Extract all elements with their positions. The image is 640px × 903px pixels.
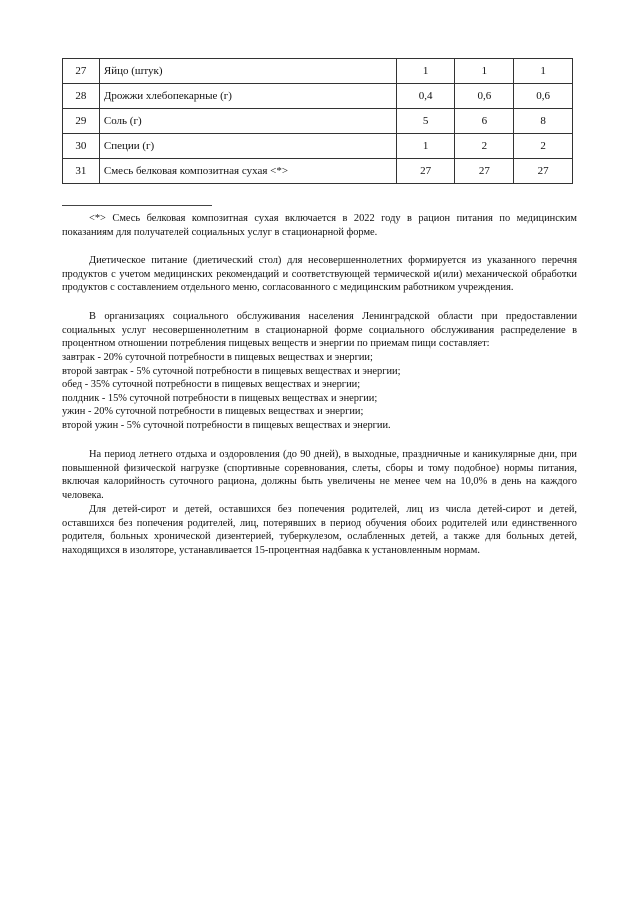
footnote-divider: [62, 205, 212, 206]
list-item: полдник - 15% суточной потребности в пищевых веществах и энергии;: [62, 392, 378, 404]
distribution-paragraph: В организациях социального обслуживания населения Ленинградской области при предоставлении социальных услуг несовершеннолетним в стационарной форме социального обслуживания распределение в процентном отношении потребления пищевых веществ и энергии по приемам пищи составляет:: [62, 311, 577, 350]
table-row: [63, 59, 573, 84]
value-cell: 1: [396, 59, 455, 84]
value-cell: 2: [514, 134, 573, 159]
row-number: 29: [63, 109, 100, 134]
summer-paragraph: На период летнего отдыха и оздоровления (до 90 дней), в выходные, праздничные и каникулярные дни, при повышенной физической нагрузке (спортивные соревнования, слеты, сборы и тому подобное) нормы питания, включая калорийность суточного рациона, должны быть увеличены не менее чем на 10,0% в день на каждого человека.: [62, 449, 577, 501]
table-row: [63, 84, 573, 109]
row-number: 28: [63, 84, 100, 109]
meal-distribution-list: [62, 351, 577, 433]
value-cell: 27: [514, 159, 573, 184]
value-cell: 2: [455, 134, 514, 159]
value-cell: 0,6: [514, 84, 573, 109]
row-number: 27: [63, 59, 100, 84]
list-item: второй завтрак - 5% суточной потребности в пищевых веществах и энергии;: [62, 365, 401, 377]
table-row: [63, 134, 573, 159]
value-cell: 5: [396, 109, 455, 134]
list-item: обед - 35% суточной потребности в пищевых веществах и энергии;: [62, 379, 361, 391]
row-number: 30: [63, 134, 100, 159]
value-cell: 0,4: [396, 84, 455, 109]
product-name: Дрожжи хлебопекарные (г): [99, 84, 396, 109]
product-name: Соль (г): [99, 109, 396, 134]
product-name: Смесь белковая композитная сухая <*>: [99, 159, 396, 184]
list-item: завтрак - 20% суточной потребности в пищевых веществах и энергии;: [62, 352, 373, 363]
value-cell: 27: [455, 159, 514, 184]
value-cell: 1: [455, 59, 514, 84]
list-item: второй ужин - 5% суточной потребности в пищевых веществах и энергии.: [62, 419, 391, 431]
food-norms-table: [62, 58, 573, 184]
product-name: Яйцо (штук): [99, 59, 396, 84]
value-cell: 8: [514, 109, 573, 134]
table-row: [63, 159, 573, 184]
table-row: [63, 109, 573, 134]
orphans-paragraph: Для детей-сирот и детей, оставшихся без попечения родителей, лиц из числа детей-сирот и детей, оставшихся без попечения родителей, лиц, потерявших в период обучения обоих родителей или единственного родителя, больных хронической дизентерией, туберкулезом, ослабленных детей, а также для больных детей, находящихся в изоляторе, устанавливается 15-процентная надбавка к установленным нормам.: [62, 504, 577, 556]
value-cell: 1: [514, 59, 573, 84]
list-item: ужин - 20% суточной потребности в пищевых веществах и энергии;: [62, 406, 364, 418]
value-cell: 1: [396, 134, 455, 159]
diet-paragraph: Диетическое питание (диетический стол) для несовершеннолетних формируется из указанного перечня продуктов с учетом медицинских рекомендаций и соответствующей термической и(или) механической обработки продуктов с составлением отдельного меню, согласованного с медицинским работником учреждения.: [62, 255, 577, 294]
product-name: Специи (г): [99, 134, 396, 159]
value-cell: 27: [396, 159, 455, 184]
row-number: 31: [63, 159, 100, 184]
footnote-text: <*> Смесь белковая композитная сухая включается в 2022 году в рацион питания по медицинским показаниям для получателей социальных услуг в стационарной форме.: [62, 213, 577, 238]
value-cell: 0,6: [455, 84, 514, 109]
value-cell: 6: [455, 109, 514, 134]
